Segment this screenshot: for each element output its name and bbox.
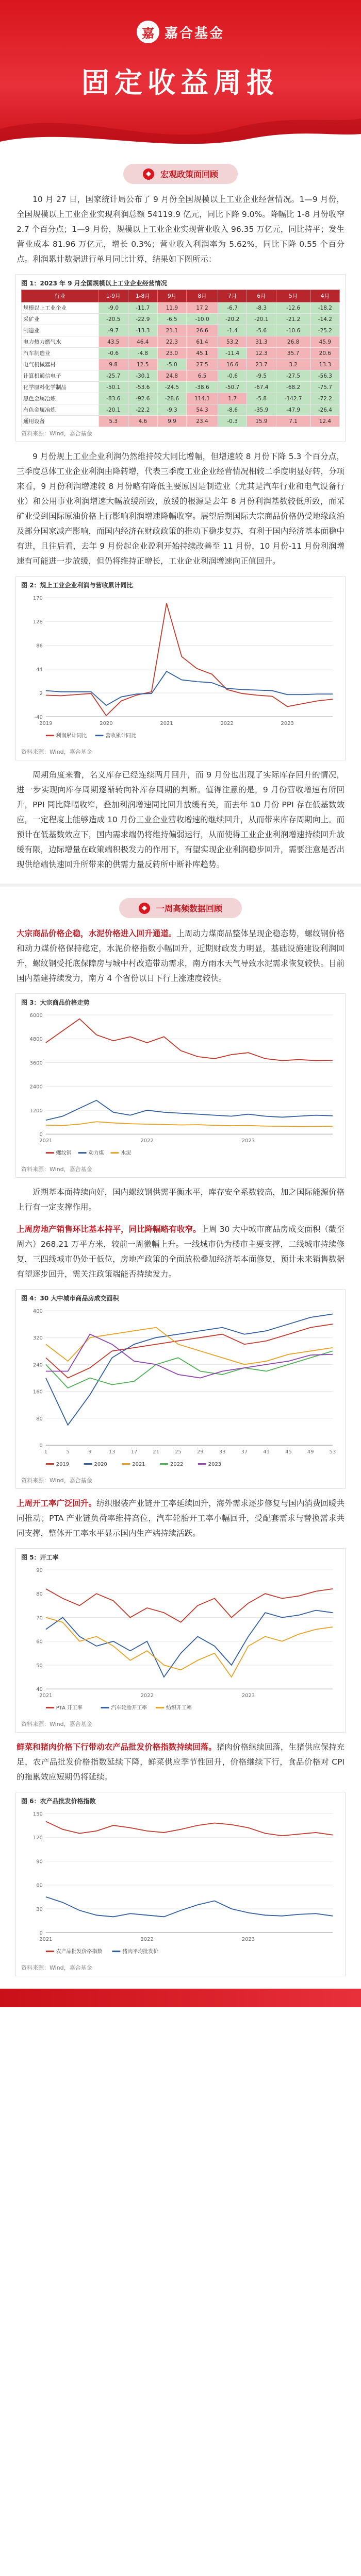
industry-profit-table (21, 290, 340, 427)
x-tick-label: 1 (44, 1449, 48, 1455)
table-row (22, 336, 340, 348)
y-tick-label: 30 (36, 1906, 43, 1912)
table-row-label: 化学原料化学制品 (22, 382, 99, 393)
chart-svg (21, 1564, 340, 1718)
figure-source: 资料来源：Wind，嘉合基金 (21, 1721, 92, 1728)
figure-source: 资料来源：Wind，嘉合基金 (21, 430, 92, 437)
table-cell: -50.7 (218, 382, 247, 393)
legend-label: 2022 (170, 1462, 184, 1468)
legend-swatch (84, 1463, 92, 1465)
table-header-cell: 4月 (310, 290, 339, 302)
table-header-cell: 1-8月 (128, 290, 157, 302)
legend-swatch (110, 1152, 119, 1154)
table-cell: 15.9 (247, 416, 276, 427)
x-tick-label: 21 (153, 1449, 160, 1455)
y-tick-label: 90 (36, 1859, 43, 1865)
y-tick-label: 3600 (29, 1060, 43, 1066)
table-cell: -20.2 (218, 314, 247, 325)
weekly-paragraph-1: 大宗商品价格企稳，水泥价格进入回升通道。上周动力煤商品整体呈现企稳态势，螺纹钢价格和动力煤价格保持稳定，水泥价格指数小幅回升，近期财政发力明显，基础设施建设利润回升，螺纹钢受托底保障房与城中村改造带动需求，南方雨水天气导致水泥需求恢复较快。目前国内基建持续发力，南方 4 个省份以日下行上涨速度较快。 (17, 929, 344, 984)
table-cell: 4.6 (128, 416, 157, 427)
footer-bar (0, 1989, 361, 2007)
table-cell: -0.6 (99, 348, 128, 359)
x-tick-label: 2022 (140, 1693, 154, 1699)
bullet-icon: ◆ (143, 168, 154, 180)
legend-swatch (46, 735, 54, 736)
table-row (22, 325, 340, 336)
legend-swatch (112, 1951, 120, 1952)
series-line (46, 1351, 333, 1388)
table-cell: 5.3 (99, 416, 128, 427)
table-cell: -142.7 (276, 393, 310, 404)
table-header-cell: 1-9月 (99, 290, 128, 302)
table-row-label: 汽车制造业 (22, 348, 99, 359)
figure-3 (15, 993, 346, 1178)
table-row (22, 348, 340, 359)
legend-label: 2019 (56, 1462, 70, 1468)
table-cell: -26.4 (310, 404, 339, 416)
y-tick-label: 50 (36, 1663, 43, 1669)
table-row-label: 采矿业 (22, 314, 99, 325)
table-cell: 26.8 (276, 336, 310, 348)
y-tick-label: 40 (36, 1687, 43, 1693)
y-tick-label: 80 (36, 1416, 43, 1422)
legend-label: 2020 (94, 1462, 107, 1468)
legend-swatch (46, 1951, 54, 1952)
table-cell: -47.9 (276, 404, 310, 416)
logo-icon: 嘉 (137, 21, 159, 43)
y-tick-label: 2 (39, 690, 43, 697)
series-line (46, 671, 333, 705)
table-row (22, 314, 340, 325)
chart-5 (16, 1564, 345, 1718)
table-cell: -22.2 (128, 404, 157, 416)
figure-5 (15, 1548, 346, 1733)
table-cell: 54.3 (187, 404, 218, 416)
table-cell: 9.8 (99, 359, 128, 370)
table-cell: -5.8 (247, 393, 276, 404)
legend-label: 汽车轮胎开工率 (111, 1705, 147, 1711)
table-cell: -72.2 (310, 393, 339, 404)
series-line (46, 1617, 333, 1677)
table-cell: -4.8 (128, 348, 157, 359)
table-cell: 61.4 (187, 336, 218, 348)
series-line (46, 1019, 333, 1061)
table-cell: -35.9 (247, 404, 276, 416)
weekly-paragraph-2: 上周房地产销售环比基本持平，同比降幅略有收窄。上周 30 大中城市商品房成交面积（截至周六）268.21 万平方米，较前一周微幅上升。一线城市仍为楼市主要支撑，二线城市持续修复，三四线城市仍处于低位，房地产政策的全面放松叠加经济基本面修复，预计未来销售数据有望逐步回升，需关注政策端能否持续发力。 (17, 1225, 344, 1279)
table-cell: 31.3 (247, 336, 276, 348)
weekly-paragraph-3: 上周开工率广泛回升。纺织服装产业链开工率延续回升，海外需求逐步修复与国内消费回暖共同推动；PTA 产业链负荷率维持高位，汽车轮胎开工率小幅回升，受配套需求与替换需求共同支撑，整体开工率水平显示国内生产端持续活跃。 (17, 1498, 344, 1538)
y-tick-label: 90 (36, 1567, 43, 1573)
table-cell: -11.4 (218, 348, 247, 359)
legend-label: 猪肉平均批发价 (122, 1949, 159, 1955)
series-line (46, 603, 333, 716)
x-tick-label: 2022 (140, 1937, 154, 1943)
x-tick-label: 53 (329, 1449, 336, 1455)
header-wave-decoration (0, 98, 361, 155)
legend-label: 营收累计同比 (105, 733, 137, 739)
legend-swatch (122, 1463, 130, 1465)
y-tick-label: 60 (36, 1883, 43, 1889)
table-cell: -6.5 (157, 314, 186, 325)
table-cell: 21.1 (157, 325, 186, 336)
table-cell: -11.7 (128, 302, 157, 314)
table-cell: 13.3 (310, 359, 339, 370)
table-cell: 23.4 (187, 416, 218, 427)
chart-6 (16, 1807, 345, 1961)
table-cell: 27.5 (187, 359, 218, 370)
table-cell: -18.2 (310, 302, 339, 314)
table-cell: -38.6 (187, 382, 218, 393)
y-tick-label: 400 (32, 1309, 43, 1315)
table-cell: -9.0 (99, 302, 128, 314)
legend-label: PTA 开工率 (56, 1705, 83, 1711)
legend-label: 水泥 (121, 1150, 132, 1157)
table-row-label: 有色金属冶炼 (22, 404, 99, 416)
macro-paragraph-3: 周期角度来看，名义库存已经连续两月回升，而 9 月份也出现了实际库存回升的情况，进一步实现向库存周期逐渐转向补库存周期的判断。值得注意的是，9 月份营收增速有所回升，PPI 同比降幅收窄，叠加利润增速同比回升放缓有关，而去年 10 月份 PPI 存在低基数效应，一定程度上能够造成 10 月份工业企业营收增速的继续回升，从而带来库存周期向上。而预计在低基数效应下，国内需求端仍将维持偏弱运行，从而使得工业企业利润增速持续回升放缓有限，边际增量在政策端积极发力的作用下，有望实现企业利润稳步回升，需要注意是否出现供给端快速回升所带来的供需力量反转所中断补库趋势。 (17, 770, 344, 870)
x-tick-label: 33 (219, 1449, 226, 1455)
table-cell: 46.4 (128, 336, 157, 348)
figure-title: 图 6：农产品批发价格指数 (21, 1798, 96, 1805)
section-banner-weekly (0, 898, 361, 918)
table-row-label: 电气机械器材 (22, 359, 99, 370)
table-cell: 23.7 (247, 359, 276, 370)
highlight-operating-rate: 上周开工率广泛回升。 (17, 1498, 97, 1508)
figure-6 (15, 1792, 346, 1976)
table-cell: 7.1 (276, 416, 310, 427)
chart-4 (16, 1304, 345, 1474)
table-cell: -1.4 (218, 325, 247, 336)
table-cell: -13.3 (128, 325, 157, 336)
table-cell: -27.5 (276, 370, 310, 382)
y-tick-label: 4800 (29, 1037, 43, 1043)
chart-svg (21, 1304, 340, 1474)
table-cell: -9.3 (157, 404, 186, 416)
table-header-cell: 9月 (157, 290, 186, 302)
x-tick-label: 2021 (39, 1937, 53, 1943)
series-line (46, 1122, 333, 1126)
series-line (46, 1314, 333, 1425)
x-tick-label: 17 (130, 1449, 138, 1455)
table-cell: 16.6 (218, 359, 247, 370)
table-cell: 12.4 (310, 416, 339, 427)
y-tick-label: 170 (32, 595, 43, 601)
table-row-label: 制造业 (22, 325, 99, 336)
table-row (22, 416, 340, 427)
table-cell: 12.3 (247, 348, 276, 359)
table-cell: -50.1 (99, 382, 128, 393)
legend-label: 2023 (208, 1462, 222, 1468)
legend-label: 利润累计同比 (56, 733, 87, 739)
table-cell: 45.1 (187, 348, 218, 359)
table-cell: -0.3 (218, 416, 247, 427)
x-tick-label: 41 (263, 1449, 270, 1455)
table-cell: 26.6 (187, 325, 218, 336)
series-line (46, 1821, 333, 1836)
table-cell: -67.4 (247, 382, 276, 393)
table-cell: 11.9 (157, 302, 186, 314)
y-tick-label: 240 (32, 1362, 43, 1368)
legend-label: 纺织开工率 (166, 1705, 192, 1711)
table-cell: -28.6 (157, 393, 186, 404)
table-header-cell: 5月 (276, 290, 310, 302)
table-cell: 9.9 (157, 416, 186, 427)
table-cell: 45.9 (310, 336, 339, 348)
series-line (46, 1897, 333, 1917)
table-cell: -9.5 (247, 370, 276, 382)
table-cell: -68.2 (276, 382, 310, 393)
table-header-cell: 7月 (218, 290, 247, 302)
legend-label: 动力煤 (88, 1150, 104, 1157)
x-tick-label: 5 (66, 1449, 70, 1455)
report-header (0, 0, 361, 155)
table-cell: -8.6 (218, 404, 247, 416)
y-tick-label: 150 (32, 1811, 43, 1817)
y-tick-label: 0 (39, 1132, 43, 1138)
x-tick-label: 2021 (39, 1693, 53, 1699)
y-tick-label: 320 (32, 1335, 43, 1342)
table-cell: -12.6 (276, 302, 310, 314)
x-tick-label: 25 (175, 1449, 182, 1455)
y-tick-label: 6000 (29, 1012, 43, 1019)
table-cell: -25.2 (310, 325, 339, 336)
x-tick-label: 2022 (220, 721, 234, 727)
figure-title: 图 3：大宗商品价格走势 (21, 999, 90, 1007)
table-cell: 43.5 (99, 336, 128, 348)
table-cell: -24.5 (157, 382, 186, 393)
x-tick-label: 2023 (241, 1937, 255, 1943)
highlight-property: 上周房地产销售环比基本持平，同比降幅略有收窄。 (17, 1225, 201, 1234)
chart-svg (21, 1807, 340, 1961)
table-header-cell: 8月 (187, 290, 218, 302)
figure-title: 图 4：30 大中城市商品房成交面积 (21, 1295, 119, 1302)
table-header-cell: 6月 (247, 290, 276, 302)
legend-swatch (46, 1463, 54, 1465)
x-tick-label: 2023 (241, 1693, 255, 1699)
x-tick-label: 37 (241, 1449, 248, 1455)
table-cell: 12.5 (128, 359, 157, 370)
macro-paragraph-2: 9 月份规上工业企业利润仍然维持较大同比增幅，但增速较 8 月份下降 5.3 个百分点，三季度总体工业企业利润由降转增，代表三季度工业企业经营情况相较二季度明显好转，分项来看，9 月份利润增速较 8 月份略有降低主要原因是制造业（尤其是汽车行业和电气设备行业）和公用事业利润增速大幅放缓所致，放缓的根源是去年 8 月份利润基数较低所致，而采矿业受到国际原油价格上行影响利润增速降幅收窄。展望后期国际大宗商品价格仍受地缘政治及部分国家减产影响，而国内经济在财政政策的推动下稳步复苏，有利于国内经济基本面稳中有进，且往后看，去年 9 月份起企业盈利开始持续改善至 11 月份，10 月份-11 月份利润增速有可能进一步放缓，但仍将维持正增长，工业企业利润增速向正值回升。 (17, 452, 344, 566)
section-title-weekly: 一周高频数据回顾 (156, 904, 222, 914)
table-cell: -75.7 (310, 382, 339, 393)
table-cell: -10.0 (187, 314, 218, 325)
brand-logo (0, 21, 361, 43)
figure-source: 资料来源：Wind，嘉合基金 (21, 749, 92, 756)
chart-svg (21, 591, 340, 745)
table-cell: -25.7 (99, 370, 128, 382)
figure-title: 图 2：规上工业企业利润与营收累计同比 (21, 582, 133, 589)
table-cell: -83.6 (99, 393, 128, 404)
y-tick-label: 44 (36, 667, 43, 673)
legend-swatch (156, 1707, 164, 1708)
x-tick-label: 13 (108, 1449, 116, 1455)
x-tick-label: 45 (285, 1449, 292, 1455)
bullet-icon: ◆ (139, 903, 150, 914)
chart-3 (16, 1009, 345, 1163)
y-tick-label: -40 (34, 715, 43, 721)
table-cell: 6.5 (187, 370, 218, 382)
legend-swatch (78, 1152, 87, 1154)
y-tick-label: 1200 (29, 1108, 43, 1114)
table-cell: -30.1 (128, 370, 157, 382)
x-tick-label: 2020 (100, 721, 113, 727)
figure-table-1 (15, 274, 346, 442)
x-tick-label: 49 (307, 1449, 314, 1455)
series-line (46, 1328, 333, 1365)
table-cell: 35.7 (276, 348, 310, 359)
table-cell: 1.7 (218, 393, 247, 404)
series-line (46, 1334, 333, 1378)
table-cell: 17.2 (187, 302, 218, 314)
table-cell: -0.6 (218, 370, 247, 382)
section-divider (0, 884, 361, 887)
table-header-cell: 行业 (22, 290, 99, 302)
table-row-label: 通用设备 (22, 416, 99, 427)
table-cell: -21.2 (276, 314, 310, 325)
chart-2 (16, 591, 345, 745)
x-tick-label: 2021 (39, 1138, 53, 1144)
figure-title: 图 1：2023 年 9 月全国规模以上工业企业经营情况 (21, 280, 167, 287)
section-title-macro: 宏观政策面回顾 (160, 170, 218, 179)
y-tick-label: 80 (36, 1591, 43, 1598)
legend-swatch (198, 1463, 206, 1465)
x-tick-label: 2019 (39, 721, 53, 727)
chart-svg (21, 1009, 340, 1163)
x-tick-label: 2022 (140, 1138, 154, 1144)
table-row (22, 404, 340, 416)
table-row (22, 359, 340, 370)
figure-source: 资料来源：Wind，嘉合基金 (21, 1964, 92, 1972)
figure-2 (15, 576, 346, 760)
figure-source: 资料来源：Wind，嘉合基金 (21, 1477, 92, 1484)
table-cell: -20.5 (99, 314, 128, 325)
figure-title: 图 5：开工率 (21, 1553, 59, 1561)
legend-label: 2021 (132, 1462, 145, 1468)
macro-paragraph-1: 10 月 27 日，国家统计局公布了 9 月份全国规模以上工业企业经营情况。1—9 月份，全国规模以上工业企业实现利润总额 54119.9 亿元，同比下降 9.0%。降幅比 1-8 月份收窄 2.7 个百分点；1—9 月份，规模以上工业企业实现营业收入 96.35 万亿元，同比持平；发生营业成本 81.96 万亿元，增长 0.3%；营业收入利润率为 5.62%，同比下降 0.55 个百分点。利润累计数据进行单月同比计算，结果如下图所示： (17, 195, 344, 264)
y-tick-label: 86 (36, 643, 43, 649)
figure-source: 资料来源：Wind，嘉合基金 (21, 1166, 92, 1173)
legend-swatch (46, 1152, 54, 1154)
table-cell: -53.6 (128, 382, 157, 393)
table-cell: -20.1 (247, 314, 276, 325)
x-tick-label: 29 (196, 1449, 204, 1455)
table-row (22, 370, 340, 382)
table-cell: -5.0 (157, 359, 186, 370)
figure-4 (15, 1289, 346, 1489)
table-cell: 114.1 (187, 393, 218, 404)
legend-label: 农产品批发价格指数 (56, 1949, 103, 1955)
table-row-label: 黑色金属冶炼 (22, 393, 99, 404)
weekly-paragraph-1b: 近期基本面持续向好，国内螺纹钢供需平衡水平，库存安全系数较高，加之国际能源价格上行有一定支撑作用。 (17, 1188, 344, 1212)
highlight-agri: 鲜菜和猪肉价格下行带动农产品批发价格指数持续回落。 (17, 1742, 217, 1752)
weekly-paragraph-4: 鲜菜和猪肉价格下行带动农产品批发价格指数持续回落。猪肉价格继续回落，生猪供应保持充足，农产品批发价格指数延续下降，鲜菜供应季节性回升，价格继续下行，食品价格对 CPI 的拖累效应短期仍将延续。 (17, 1742, 344, 1782)
logo-text: 嘉合基金 (164, 25, 224, 41)
y-tick-label: 70 (36, 1615, 43, 1621)
y-tick-label: 2400 (29, 1084, 43, 1090)
x-tick-label: 9 (88, 1449, 92, 1455)
table-cell: -20.1 (99, 404, 128, 416)
x-tick-label: 2023 (241, 1138, 255, 1144)
legend-swatch (160, 1463, 168, 1465)
table-row-label: 规模以上工业企业 (22, 302, 99, 314)
table-row-label: 电力热力燃气水 (22, 336, 99, 348)
table-row-label: 计算机通信电子 (22, 370, 99, 382)
table-cell: -56.3 (310, 370, 339, 382)
y-tick-label: 120 (32, 1835, 43, 1841)
legend-swatch (101, 1707, 109, 1708)
table-cell: 24.8 (157, 370, 186, 382)
table-cell: -14.2 (310, 314, 339, 325)
table-row (22, 302, 340, 314)
table-cell: -9.7 (99, 325, 128, 336)
page-title: 固定收益周报 (81, 66, 280, 99)
series-line (46, 1611, 333, 1677)
section-banner-macro (0, 164, 361, 184)
table-cell: 20.6 (310, 348, 339, 359)
x-tick-label: 2023 (281, 721, 294, 727)
y-tick-label: 160 (32, 1389, 43, 1395)
x-tick-label: 2021 (160, 721, 173, 727)
table-cell: 3.2 (276, 359, 310, 370)
table-cell: -10.6 (276, 325, 310, 336)
table-cell: 23.0 (157, 348, 186, 359)
y-tick-label: 60 (36, 1639, 43, 1645)
y-tick-label: 0 (39, 1930, 43, 1937)
y-tick-label: 0 (39, 1443, 43, 1449)
table-cell: -92.6 (128, 393, 157, 404)
y-tick-label: 128 (32, 619, 43, 625)
table-cell: -5.6 (247, 325, 276, 336)
legend-swatch (95, 735, 104, 736)
legend-swatch (46, 1707, 54, 1708)
highlight-commodity: 大宗商品价格企稳，水泥价格进入回升通道。 (17, 929, 177, 939)
table-cell: -22.9 (128, 314, 157, 325)
table-cell: -6.7 (218, 302, 247, 314)
table-row (22, 393, 340, 404)
table-row (22, 382, 340, 393)
legend-label: 螺纹钢 (56, 1150, 72, 1157)
table-cell: 53.2 (218, 336, 247, 348)
table-cell: 22.3 (157, 336, 186, 348)
table-cell: -8.3 (247, 302, 276, 314)
